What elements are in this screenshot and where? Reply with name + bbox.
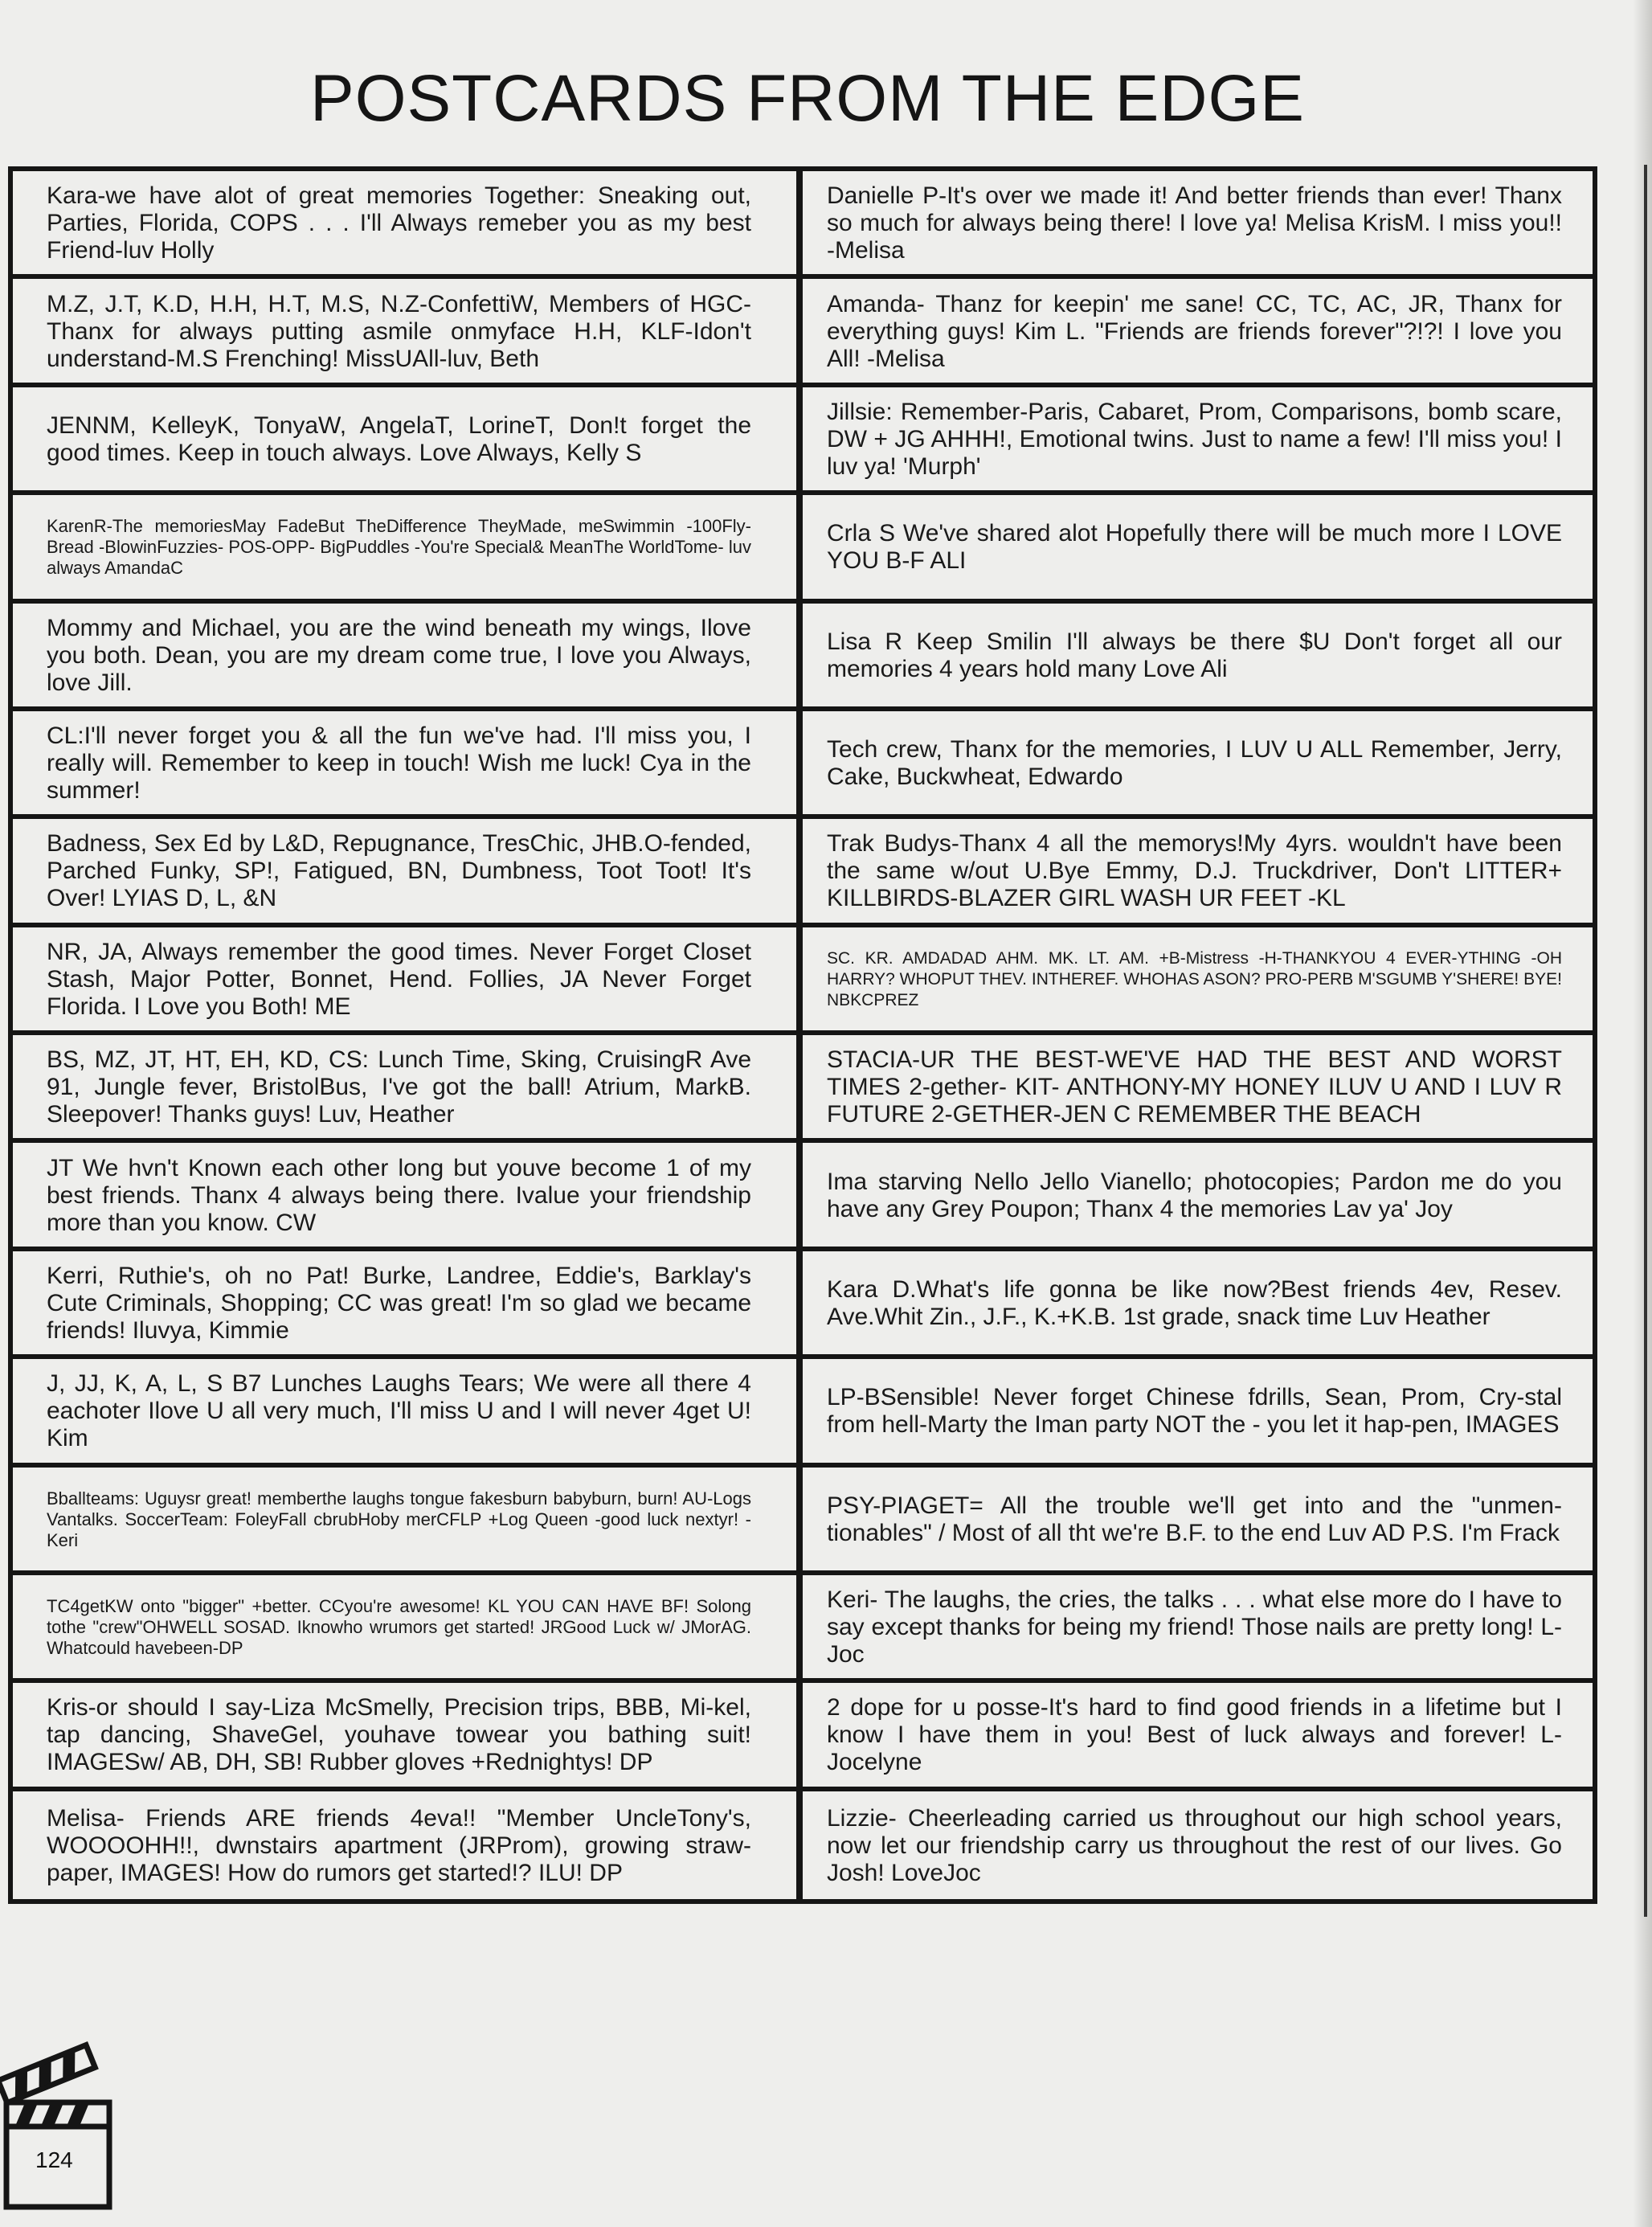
postcard-message-right xyxy=(803,1468,1593,1575)
postcard-message-left xyxy=(13,1791,803,1899)
postcard-message-text: SC. KR. AMDADAD AHM. MK. LT. AM. +B-Mistress -H-THANKYOU 4 EVER-YTHING -OH HARRY? WHOPUT THEV. INTHEREF. WHOHAS ASON? PRO-PERB M'SGUMB Y'SHERE! BYE! NBKCPREZ xyxy=(827,948,1562,1009)
postcard-message-text: Kara D.What's life gonna be like now?Best friends 4ev, Resev. Ave.Whit Zin., J.F., K.+K.B. 1st grade, snack time Luv Heather xyxy=(827,1275,1562,1330)
postcard-message-text: JENNM, KelleyK, TonyaW, AngelaT, LorineT, Don!t forget the good times. Keep in touch always. Love Always, Kelly S xyxy=(47,411,751,466)
postcard-message-text: Lizzie- Cheerleading carried us throughout our high school years, now let our friendship carry us throughout the rest of our lives. Go Josh! LoveJoc xyxy=(827,1804,1562,1886)
postcard-message-text: Jillsie: Remember-Paris, Cabaret, Prom, Comparisons, bomb scare, DW + JG AHHH!, Emotional twins. Just to name a few! I'll miss you! I luv ya! 'Murph' xyxy=(827,398,1562,480)
postcard-message-grid xyxy=(8,166,1597,1904)
postcard-message-left xyxy=(13,1251,803,1359)
postcard-message-text: TC4getKW onto "bigger" +better. CCyou're awesome! KL YOU CAN HAVE BF! Solong tothe "crew"OHWELL SOSAD. Iknowho wrumors get started! JRGood Luck w/ JMorAG. Whatcould havebeen-DP xyxy=(47,1596,751,1659)
page-number: 124 xyxy=(35,2147,73,2172)
postcard-message-text: Amanda- Thanz for keepin' me sane! CC, TC, AC, JR, Thanx for everything guys! Kim L. "Friends are friends forever"?!?! I love you All! -Melisa xyxy=(827,290,1562,372)
postcard-message-text: J, JJ, K, A, L, S B7 Lunches Laughs Tears; We were all there 4 eachoter Ilove U all very much, I'll miss U and I will never 4get U! Kim xyxy=(47,1370,751,1452)
postcard-message-left xyxy=(13,1468,803,1575)
clapperboard-icon xyxy=(0,2028,121,2215)
postcard-message-right xyxy=(803,927,1593,1035)
postcard-message-text: Mommy and Michael, you are the wind beneath my wings, Ilove you both. Dean, you are my dream come true, I love you Always, love Jill. xyxy=(47,614,751,696)
postcard-message-text: JT We hvn't Known each other long but youve become 1 of my best friends. Thanx 4 always being there. Ivalue your friendship more than you know. CW xyxy=(47,1154,751,1236)
postcard-message-left xyxy=(13,819,803,927)
postcard-message-right xyxy=(803,1683,1593,1791)
postcard-message-text: Crla S We've shared alot Hopefully there will be much more I LOVE YOU B-F ALI xyxy=(827,520,1562,575)
postcard-message-right xyxy=(803,1359,1593,1467)
postcard-message-right xyxy=(803,495,1593,603)
postcard-message-right xyxy=(803,387,1593,495)
postcard-message-left xyxy=(13,711,803,819)
postcard-message-left xyxy=(13,1035,803,1143)
postcard-message-text: LP-BSensible! Never forget Chinese fdrills, Sean, Prom, Cry-stal from hell-Marty the Iman party NOT the - you let it hap-pen, IMAGES xyxy=(827,1384,1562,1439)
postcard-message-left xyxy=(13,495,803,603)
postcard-message-left xyxy=(13,1143,803,1251)
postcard-message-text: Badness, Sex Ed by L&D, Repugnance, TresChic, JHB.O-fended, Parched Funky, SP!, Fatigued, BN, Dumbness, Toot Toot! It's Over! LYIAS D, L, &N xyxy=(47,830,751,912)
postcard-message-left xyxy=(13,927,803,1035)
postcard-message-text: Kris-or should I say-Liza McSmelly, Precision trips, BBB, Mi-kel, tap dancing, ShaveGel, youhave towear you bathing suit! IMAGESw/ AB, DH, SB! Rubber gloves +Rednightys! DP xyxy=(47,1694,751,1776)
postcard-message-text: Trak Budys-Thanx 4 all the memorys!My 4yrs. wouldn't have been the same w/out U.Bye Emmy, D.J. Truckdriver, Don't LITTER+ KILLBIRDS-BLAZER GIRL WASH UR FEET -KL xyxy=(827,830,1562,912)
postcard-message-left xyxy=(13,387,803,495)
postcard-message-text: Keri- The laughs, the cries, the talks . . . what else more do I have to say except thanks for being my friend! Those nails are pretty long! L-Joc xyxy=(827,1586,1562,1668)
postcard-message-text: Melisa- Friends ARE friends 4eva!! "Member UncleTony's, WOOOOHH!!, dwnstairs apartment (JRProm), growing straw-paper, IMAGES! How do rumors get started!? ILU! DP xyxy=(47,1804,751,1886)
postcard-message-right xyxy=(803,1251,1593,1359)
postcard-message-text: Tech crew, Thanx for the memories, I LUV U ALL Remember, Jerry, Cake, Buckwheat, Edwardo xyxy=(827,736,1562,791)
postcard-message-text: Danielle P-It's over we made it! And better friends than ever! Thanx so much for always being there! I love ya! Melisa KrisM. I miss you!! -Melisa xyxy=(827,182,1562,264)
postcard-message-text: Kara-we have alot of great memories Together: Sneaking out, Parties, Florida, COPS . . . I'll Always remeber you as my best Friend-luv Holly xyxy=(47,182,751,264)
postcard-message-text: Bballteams: Uguysr great! memberthe laughs tongue fakesburn babyburn, burn! AU-Logs Vantalks. SoccerTeam: FoleyFall cbrubHoby merCFLP +Log Queen -good luck nextyr! -Keri xyxy=(47,1488,751,1550)
postcard-message-right xyxy=(803,171,1593,279)
postcard-message-left xyxy=(13,1575,803,1683)
postcard-message-text: BS, MZ, JT, HT, EH, KD, CS: Lunch Time, Sking, CruisingR Ave 91, Jungle fever, BristolBus, I've got the ball! Atrium, MarkB. Sleepover! Thanks guys! Luv, Heather xyxy=(47,1046,751,1128)
postcard-message-left xyxy=(13,171,803,279)
postcard-message-right xyxy=(803,1791,1593,1899)
postcard-message-text: PSY-PIAGET= All the trouble we'll get into and the "unmen-tionables" / Most of all tht we're B.F. to the end Luv AD P.S. I'm Frack xyxy=(827,1492,1562,1546)
postcard-message-right xyxy=(803,1143,1593,1251)
postcard-message-text: Ima starving Nello Jello Vianello; photocopies; Pardon me do you have any Grey Poupon; Thanx 4 the memories Lav ya' Joy xyxy=(827,1168,1562,1222)
page-edge-shadow xyxy=(1633,0,1652,2227)
postcard-message-right xyxy=(803,1575,1593,1683)
postcard-message-text: Lisa R Keep Smilin I'll always be there $U Don't forget all our memories 4 years hold many Love Ali xyxy=(827,628,1562,682)
postcard-message-left xyxy=(13,604,803,711)
postcard-message-right xyxy=(803,711,1593,819)
page-edge-rule xyxy=(1644,165,1647,1917)
postcard-message-left xyxy=(13,279,803,387)
postcard-message-text: M.Z, J.T, K.D, H.H, H.T, M.S, N.Z-ConfettiW, Members of HGC-Thanx for always putting asmile onmyface H.H, KLF-Idon't understand-M.S Frenching! MissUAll-luv, Beth xyxy=(47,290,751,372)
postcard-message-left xyxy=(13,1683,803,1791)
postcard-message-right xyxy=(803,604,1593,711)
postcard-message-text: NR, JA, Always remember the good times. Never Forget Closet Stash, Major Potter, Bonnet, Hend. Follies, JA Never Forget Florida. I Love you Both! ME xyxy=(47,938,751,1020)
postcard-message-text: KarenR-The memoriesMay FadeBut TheDifference TheyMade, meSwimmin -100Fly-Bread -BlowinFuzzies- POS-OPP- BigPuddles -You're Special& MeanThe WorldTome- luv always AmandaC xyxy=(47,516,751,579)
postcard-message-text: STACIA-UR THE BEST-WE'VE HAD THE BEST AND WORST TIMES 2-gether- KIT- ANTHONY-MY HONEY ILUV U AND I LUV R FUTURE 2-GETHER-JEN C REMEMBER THE BEACH xyxy=(827,1046,1562,1128)
postcard-message-left xyxy=(13,1359,803,1467)
postcard-message-right xyxy=(803,279,1593,387)
postcard-message-text: 2 dope for u posse-It's hard to find good friends in a lifetime but I know I have them in you! Best of luck always and forever! L-Jocelyne xyxy=(827,1694,1562,1776)
page-title: POSTCARDS FROM THE EDGE xyxy=(310,62,1305,135)
postcard-message-text: CL:I'll never forget you & all the fun we've had. I'll miss you, I really will. Remember to keep in touch! Wish me luck! Cya in the summer! xyxy=(47,723,751,804)
postcard-message-right xyxy=(803,1035,1593,1143)
postcard-message-right xyxy=(803,819,1593,927)
postcard-message-text: Kerri, Ruthie's, oh no Pat! Burke, Landree, Eddie's, Barklay's Cute Criminals, Shopping; CC was great! I'm so glad we became friends! Iluvya, Kimmie xyxy=(47,1262,751,1344)
